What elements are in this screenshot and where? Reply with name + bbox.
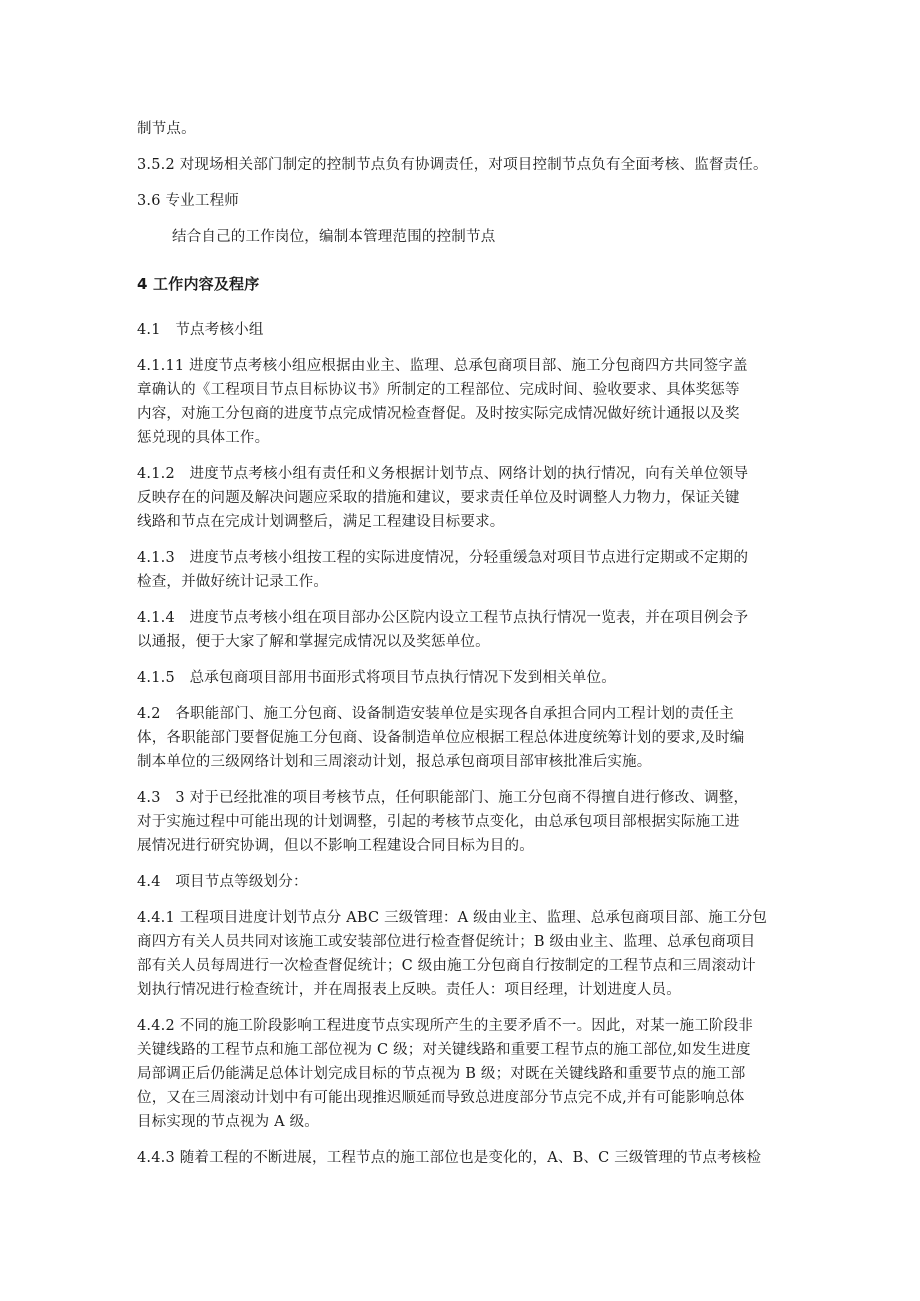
text-line: 局部调正后仍能满足总体计划完成目标的节点视为 B 级；对既在关键线路和重要节点的施工部 [137, 1066, 746, 1082]
text-line: 4.1.11 进度节点考核小组应根据由业主、监理、总承包商项目部、施工分包商四方共同签字盖 [137, 358, 748, 374]
text-line: 部有关人员每周进行一次检查督促统计；C 级由施工分包商自行按制定的工程节点和三周滚动计 [137, 958, 756, 974]
text-line: 制本单位的三级网络计划和三周滚动计划，报总承包商项目部审核批准后实施。 [137, 754, 652, 770]
text-line: 惩兑现的具体工作。 [137, 430, 270, 446]
text-line: 4.4.1 工程项目进度计划节点分 ABC 三级管理：A 级由业主、监理、总承包商项目部、施工分包 [137, 910, 768, 926]
text-line: 商四方有关人员共同对该施工或安装部位进行检查督促统计；B 级由业主、监理、总承包商项目 [137, 934, 756, 950]
text-line: 展情况进行研究协调，但以不影响工程建设合同目标为目的。 [137, 838, 534, 854]
chapter-heading: 4 工作内容及程序 [137, 275, 260, 293]
text-line: 划执行情况进行检查统计，并在周报表上反映。责任人：项目经理，计划进度人员。 [137, 982, 681, 998]
text-line: 4.1.4 进度节点考核小组在项目部办公区院内设立工程节点执行情况一览表，并在项目例会予 [137, 610, 749, 626]
text-line: 对于实施过程中可能出现的计划调整，引起的考核节点变化，由总承包项目部根据实际施工进 [137, 814, 740, 830]
text-line: 4.3 3 对于已经批准的项目考核节点，任何职能部门、施工分包商不得擅自进行修改、调整， [137, 790, 749, 806]
text-line: 4.4.2 不同的施工阶段影响工程进度节点实现所产生的主要矛盾不一。因此，对某一施工阶段非 [137, 1018, 753, 1034]
text-line: 关键线路的工程节点和施工部位视为 C 级；对关键线路和重要工程节点的施工部位,如发生进度 [137, 1042, 751, 1058]
text-line: 制节点。 [137, 121, 196, 137]
text-line: 反映存在的问题及解决问题应采取的措施和建议，要求责任单位及时调整人力物力，保证关键 [137, 490, 740, 506]
text-line: 4.4.3 随着工程的不断进展，工程节点的施工部位也是变化的，A、B、C 三级管理的节点考核检 [137, 1150, 762, 1166]
section-heading: 4.4 项目节点等级划分： [137, 874, 308, 890]
text-line: 4.2 各职能部门、施工分包商、设备制造安装单位是实现各自承担合同内工程计划的责任主 [137, 706, 734, 722]
text-line: 4.1.5 总承包商项目部用书面形式将项目节点执行情况下发到相关单位。 [137, 670, 616, 686]
text-line: 以通报，便于大家了解和掌握完成情况以及奖惩单位。 [137, 634, 490, 650]
text-line: 4.1.2 进度节点考核小组有责任和义务根据计划节点、网络计划的执行情况，向有关单位领导 [137, 466, 749, 482]
text-line: 位，又在三周滚动计划中有可能出现推迟顺延而导致总进度部分节点完不成,并有可能影响总体 [137, 1090, 745, 1106]
text-line: 结合自己的工作岗位，编制本管理范围的控制节点 [172, 229, 496, 245]
section-heading: 4.1 节点考核小组 [137, 322, 264, 338]
text-line: 内容，对施工分包商的进度节点完成情况检查督促。及时按实际完成情况做好统计通报以及奖 [137, 406, 740, 422]
text-line: 章确认的《工程项目节点目标协议书》所制定的工程部位、完成时间、验收要求、具体奖惩等 [137, 382, 740, 398]
text-line: 目标实现的节点视为 A 级。 [137, 1114, 319, 1130]
section-heading: 3.6 专业工程师 [137, 193, 239, 209]
text-line: 体，各职能部门要督促施工分包商、设备制造单位应根据工程总体进度统筹计划的要求,及时编 [137, 730, 745, 746]
text-line: 检查，并做好统计记录工作。 [137, 574, 329, 590]
text-line: 4.1.3 进度节点考核小组按工程的实际进度情况，分轻重缓急对项目节点进行定期或不定期的 [137, 550, 749, 566]
text-line: 3.5.2 对现场相关部门制定的控制节点负有协调责任，对项目控制节点负有全面考核、监督责任。 [137, 157, 768, 173]
text-line: 线路和节点在完成计划调整后，满足工程建设目标要求。 [137, 514, 505, 530]
